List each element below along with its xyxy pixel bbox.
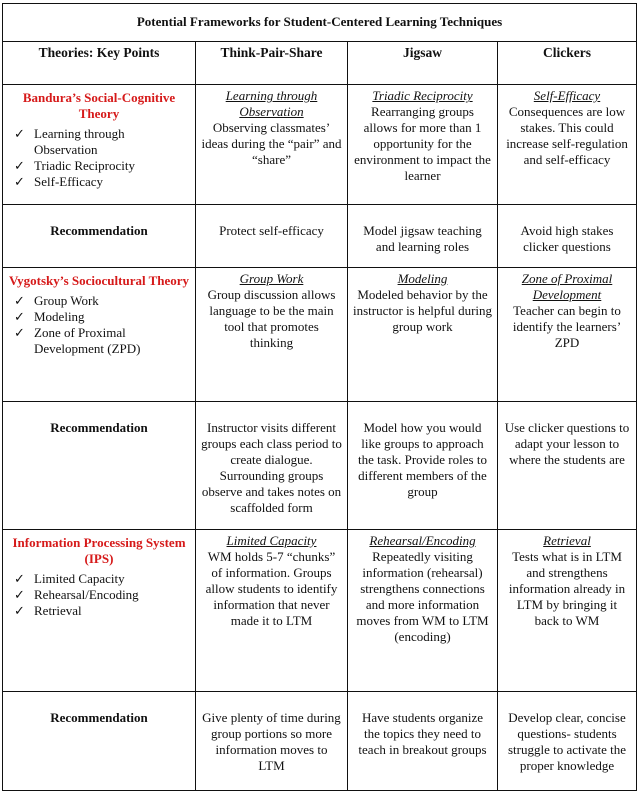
cell-topic: Group Work bbox=[239, 271, 304, 287]
recommendation-cell: Use clicker questions to adapt your lesson to where the students are bbox=[498, 401, 637, 529]
theory-row bbox=[3, 268, 637, 402]
check-icon: ✓ bbox=[14, 158, 25, 174]
cell-text: Teacher can begin to identify the learners’ ZPD bbox=[512, 303, 622, 351]
check-icon: ✓ bbox=[14, 587, 25, 603]
theory-cell bbox=[3, 85, 196, 205]
cell-text: Repeatedly visiting information (rehearsal) strengthens connections and more information moves from WM to LTM (encoding) bbox=[356, 549, 489, 645]
recommendation-cell: Model jigsaw teaching and learning roles bbox=[348, 205, 498, 268]
cell-text: Group discussion allows language to be the main tool that promotes thinking bbox=[207, 287, 336, 351]
recommendation-cell: Instructor visits different groups each class period to create dialogue. Surrounding groups observe and takes notes on scaffolded form bbox=[196, 401, 348, 529]
column-header: Theories: Key Points bbox=[3, 41, 196, 85]
recommendation-cell: Give plenty of time during group portions so more information moves to LTM bbox=[196, 691, 348, 790]
theory-name: Vygotsky’s Sociocultural Theory bbox=[8, 273, 190, 289]
cell-text: Modeled behavior by the instructor is helpful during group work bbox=[353, 287, 493, 335]
column-header: Clickers bbox=[498, 41, 637, 85]
key-point: ✓ Limited Capacity bbox=[14, 571, 125, 587]
key-point: ✓ Modeling bbox=[14, 309, 85, 325]
frameworks-table bbox=[2, 3, 637, 791]
theory-name: Bandura’s Social-Cognitive Theory bbox=[22, 90, 176, 122]
check-icon: ✓ bbox=[14, 126, 25, 142]
check-icon: ✓ bbox=[14, 309, 25, 325]
recommendation-label: Recommendation bbox=[3, 691, 196, 790]
theory-cell bbox=[3, 530, 196, 692]
theory-name: Information Processing System (IPS) bbox=[12, 535, 186, 567]
check-icon: ✓ bbox=[14, 571, 25, 587]
cell-text: Consequences are low stakes. This could increase self-regulation and self-efficacy bbox=[506, 104, 628, 168]
framework-cell bbox=[196, 85, 348, 205]
theory-cell bbox=[3, 268, 196, 402]
recommendation-label: Recommendation bbox=[3, 205, 196, 268]
key-points-list bbox=[8, 293, 190, 357]
cell-text: Tests what is in LTM and strengthens information already in LTM by bringing it back to WM bbox=[508, 549, 626, 629]
framework-cell bbox=[196, 268, 348, 402]
key-point: ✓ Triadic Reciprocity bbox=[14, 158, 135, 174]
theory-row bbox=[3, 530, 637, 692]
key-points-list bbox=[8, 571, 190, 619]
title-row bbox=[3, 4, 637, 42]
recommendation-cell: Have students organize the topics they need to teach in breakout groups bbox=[348, 691, 498, 790]
recommendation-label: Recommendation bbox=[3, 401, 196, 529]
cell-topic: Rehearsal/Encoding bbox=[369, 533, 476, 549]
recommendation-cell: Avoid high stakes clicker questions bbox=[498, 205, 637, 268]
recommendation-row bbox=[3, 205, 637, 268]
check-icon: ✓ bbox=[14, 174, 25, 190]
recommendation-row bbox=[3, 691, 637, 790]
theory-row bbox=[3, 85, 637, 205]
key-point: ✓ Self-Efficacy bbox=[14, 174, 104, 190]
key-points-list bbox=[8, 126, 190, 190]
table-title: Potential Frameworks for Student-Centered Learning Techniques bbox=[3, 4, 637, 42]
header-row bbox=[3, 41, 637, 85]
check-icon: ✓ bbox=[14, 325, 25, 341]
framework-cell bbox=[348, 530, 498, 692]
key-point: ✓ Group Work bbox=[14, 293, 99, 309]
recommendation-cell: Model how you would like groups to approach the task. Provide roles to different members of the group bbox=[348, 401, 498, 529]
check-icon: ✓ bbox=[14, 603, 25, 619]
cell-topic: Retrieval bbox=[543, 533, 591, 549]
cell-topic: Triadic Reciprocity bbox=[372, 88, 473, 104]
framework-cell bbox=[498, 530, 637, 692]
column-header: Jigsaw bbox=[348, 41, 498, 85]
cell-text: Observing classmates’ ideas during the “pair” and “share” bbox=[201, 120, 342, 168]
cell-topic: Zone of Proximal Development bbox=[521, 271, 613, 303]
column-header: Think-Pair-Share bbox=[196, 41, 348, 85]
cell-text: Rearranging groups allows for more than 1 opportunity for the environment to impact the learner bbox=[354, 104, 491, 184]
key-point: ✓ Retrieval bbox=[14, 603, 82, 619]
recommendation-row bbox=[3, 401, 637, 529]
framework-cell bbox=[498, 85, 637, 205]
cell-topic: Self-Efficacy bbox=[533, 88, 601, 104]
recommendation-cell: Protect self-efficacy bbox=[196, 205, 348, 268]
recommendation-cell: Develop clear, concise questions- students struggle to activate the proper knowledge bbox=[498, 691, 637, 790]
framework-cell bbox=[348, 268, 498, 402]
key-point: ✓ Learning through Observation bbox=[14, 126, 125, 158]
cell-topic: Modeling bbox=[397, 271, 448, 287]
key-point: ✓ Zone of Proximal Development (ZPD) bbox=[14, 325, 141, 357]
framework-cell bbox=[196, 530, 348, 692]
cell-topic: Learning through Observation bbox=[225, 88, 318, 120]
cell-text: WM holds 5-7 “chunks” of information. Groups allow students to identify information that never made it to LTM bbox=[205, 549, 338, 629]
cell-topic: Limited Capacity bbox=[226, 533, 317, 549]
check-icon: ✓ bbox=[14, 293, 25, 309]
framework-cell bbox=[498, 268, 637, 402]
framework-cell bbox=[348, 85, 498, 205]
key-point: ✓ Rehearsal/Encoding bbox=[14, 587, 139, 603]
